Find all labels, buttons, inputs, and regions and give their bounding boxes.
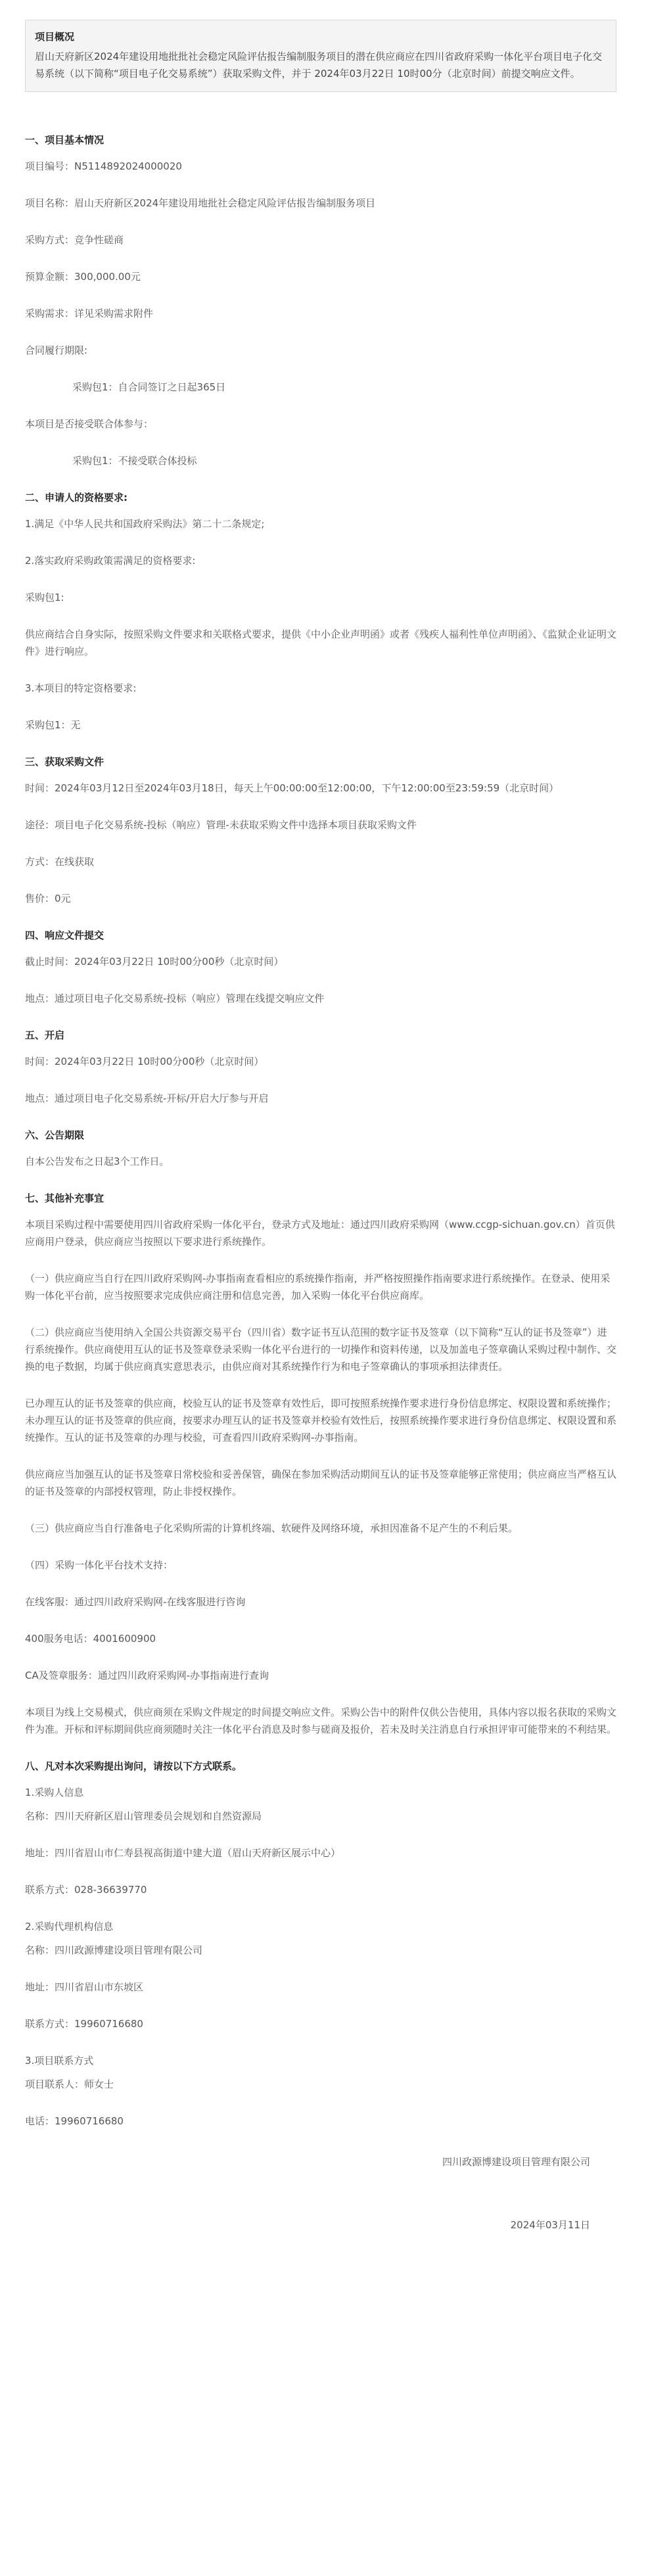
supplementary-p9: 400服务电话：4001600900 bbox=[25, 1633, 156, 1645]
project-name: 项目名称：眉山天府新区2024年建设用地批社会稳定风险评估报告编制服务项目 bbox=[25, 197, 376, 209]
project-contact-title: 3.项目联系方式 bbox=[25, 2055, 94, 2067]
purchaser-phone: 联系方式：028-36639770 bbox=[25, 1884, 147, 1896]
supplementary-p8: 在线客服：通过四川政府采购网-在线客服进行咨询 bbox=[25, 1596, 246, 1608]
submission-deadline: 截止时间：2024年03月22日 10时00分00秒（北京时间） bbox=[25, 956, 284, 968]
obtain-way: 方式：在线获取 bbox=[25, 856, 95, 868]
supplementary-p5: 供应商应当加强互认的证书及签章日常校验和妥善保管，确保在参加采购活动期间互认的证书及签章能够正常使用；供应商应当严格互认的证书及签章的内部授权管理，防止非授权操作。 bbox=[25, 1468, 617, 1497]
qualification-1: 1.满足《中华人民共和国政府采购法》第二十二条规定; bbox=[25, 518, 265, 530]
section-qualification-title: 二、申请人的资格要求: bbox=[25, 492, 127, 503]
budget-amount: 预算金额：300,000.00元 bbox=[25, 271, 141, 283]
contract-period-label: 合同履行期限: bbox=[25, 344, 88, 356]
obtain-route: 途径：项目电子化交易系统-投标（响应）管理-未获取采购文件中选择本项目获取采购文件 bbox=[25, 819, 417, 831]
supplementary-p3: （二）供应商应当使用纳入全国公共资源交易平台（四川省）数字证书互认范围的数字证书及签章（以下简称“互认的证书及签章”）进行系统操作。供应商使用互认的证书及签章登录采购一体化平台进行的一切操作和资料传递，以及加盖电子签章确认采购过程中制作、交换的电子数据，均属于供应商真实意思表示，由供应商对其系统操作行为和电子签章确认的事项承担法律责任。 bbox=[25, 1326, 617, 1372]
qualification-3: 3.本项目的特定资格要求: bbox=[25, 682, 137, 694]
consortium-label: 本项目是否接受联合体参与： bbox=[25, 418, 154, 430]
qualification-2-text: 供应商结合自身实际，按照采购文件要求和关联格式要求，提供《中小企业声明函》或者《残疾人福利性单位声明函》、《监狱企业证明文件》进行响应。 bbox=[25, 628, 617, 657]
signature-date: 2024年03月11日 bbox=[510, 2219, 590, 2231]
consortium-package: 采购包1：不接受联合体投标 bbox=[72, 455, 197, 467]
agency-phone: 联系方式：19960716680 bbox=[25, 2018, 143, 2030]
section-opening-title: 五、开启 bbox=[25, 1029, 65, 1041]
section-obtain-docs-title: 三、获取采购文件 bbox=[25, 756, 104, 768]
supplementary-p2: （一）供应商应当自行在四川政府采购网-办事指南查看相应的系统操作指南，并严格按照操作指南要求进行系统操作。在登录、使用采购一体化平台前，应当按照要求完成供应商注册和信息完善，加入采购一体化平台供应商库。 bbox=[25, 1273, 611, 1301]
contract-period-package: 采购包1：自合同签订之日起365日 bbox=[72, 381, 226, 393]
agency-name: 名称：四川政源博建设项目管理有限公司 bbox=[25, 1944, 203, 1956]
agency-info-title: 2.采购代理机构信息 bbox=[25, 1921, 114, 1932]
supplementary-p6: （三）供应商应当自行准备电子化采购所需的计算机终端、软硬件及网络环境，承担因准备不足产生的不利后果。 bbox=[25, 1522, 519, 1534]
section-notice-period-title: 六、公告期限 bbox=[25, 1129, 85, 1141]
notice-period-text: 自本公告发布之日起3个工作日。 bbox=[25, 1156, 170, 1167]
purchaser-address: 地址：四川省眉山市仁寿县视高街道中建大道（眉山天府新区展示中心） bbox=[25, 1847, 341, 1859]
supplementary-p11: 本项目为线上交易模式，供应商须在采购文件规定的时间提交响应文件。采购公告中的附件仅供公告使用，具体内容以报名获取的采购文件为准。开标和评标期间供应商须随时关注一体化平台消息及时参与磋商及报价，若未及时关注消息自行承担评审可能带来的不利结果。 bbox=[25, 1706, 617, 1735]
project-contact-person: 项目联系人：师女士 bbox=[25, 2078, 114, 2090]
opening-time: 时间：2024年03月22日 10时00分00秒（北京时间） bbox=[25, 1056, 264, 1067]
section-submission-title: 四、响应文件提交 bbox=[25, 929, 104, 941]
purchaser-name: 名称：四川天府新区眉山管理委员会规划和自然资源局 bbox=[25, 1810, 262, 1822]
qualification-2: 2.落实政府采购政策需满足的资格要求: bbox=[25, 555, 196, 567]
agency-address: 地址：四川省眉山市东坡区 bbox=[25, 1981, 144, 1993]
supplementary-p4: 已办理互认的证书及签章的供应商，校验互认的证书及签章有效性后，即可按照系统操作要求进行身份信息绑定、权限设置和系统操作；未办理互认的证书及签章的供应商，按要求办理互认的证书及签章并校验有效性后，按照系统操作要求进行身份信息绑定、权限设置和系统操作。互认的证书及签章的办理与校验，可查看四川政府采购网-办事指南。 bbox=[25, 1397, 617, 1443]
project-summary-box bbox=[25, 20, 616, 92]
section-supplementary-title: 七、其他补充事宜 bbox=[25, 1192, 104, 1204]
section-contact-title: 八、凡对本次采购提出询问，请按以下方式联系。 bbox=[25, 1760, 243, 1772]
summary-text: 眉山天府新区2024年建设用地批批社会稳定风险评估报告编制服务项目的潜在供应商应在四川省政府采购一体化平台项目电子化交易系统（以下简称“项目电子化交易系统”）获取采购文件，并于 2024年03月22日 10时00分（北京时间）前提交响应文件。 bbox=[35, 51, 603, 80]
signature-organization: 四川政源博建设项目管理有限公司 bbox=[442, 2156, 590, 2168]
project-number: 项目编号：N5114892024000020 bbox=[25, 160, 182, 172]
supplementary-p10: CA及签章服务：通过四川政府采购网-办事指南进行查询 bbox=[25, 1670, 269, 1681]
obtain-time: 时间：2024年03月12日至2024年03月18日，每天上午00:00:00至12:00:00，下午12:00:00至23:59:59（北京时间） bbox=[25, 782, 559, 794]
obtain-price: 售价：0元 bbox=[25, 893, 71, 904]
project-contact-phone: 电话：19960716680 bbox=[25, 2115, 124, 2127]
supplementary-p7: （四）采购一体化平台技术支持： bbox=[25, 1559, 174, 1571]
purchaser-info-title: 1.采购人信息 bbox=[25, 1787, 84, 1798]
submission-place: 地点：通过项目电子化交易系统-投标（响应）管理在线提交响应文件 bbox=[25, 993, 325, 1004]
qualification-3-package: 采购包1：无 bbox=[25, 719, 81, 731]
procurement-demand: 采购需求：详见采购需求附件 bbox=[25, 308, 154, 319]
procurement-method: 采购方式：竞争性磋商 bbox=[25, 234, 124, 246]
opening-place: 地点：通过项目电子化交易系统-开标/开启大厅参与开启 bbox=[25, 1092, 269, 1104]
supplementary-p1: 本项目采购过程中需要使用四川省政府采购一体化平台，登录方式及地址：通过四川政府采购网（www.ccgp-sichuan.gov.cn）首页供应商用户登录，供应商应当按照以下要求进行系统操作。 bbox=[25, 1219, 615, 1248]
summary-title: 项目概况 bbox=[35, 31, 75, 43]
section-basic-info-title: 一、项目基本情况 bbox=[25, 134, 104, 146]
qualification-2-package: 采购包1: bbox=[25, 592, 64, 603]
